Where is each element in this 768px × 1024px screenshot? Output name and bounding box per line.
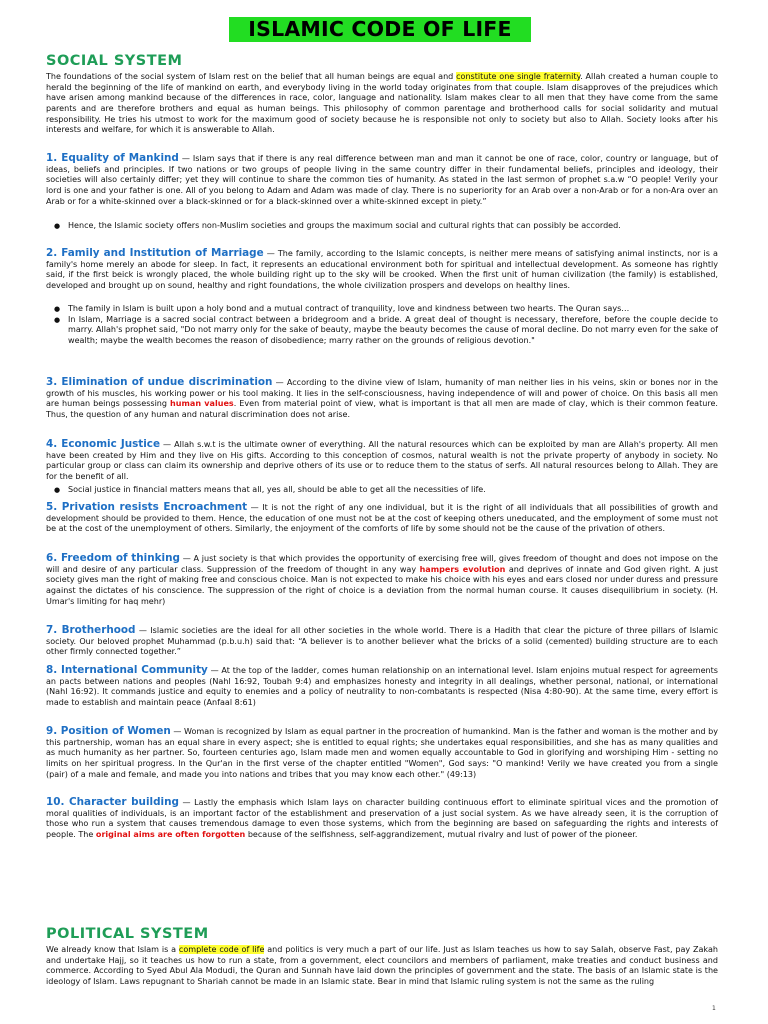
emphasis-text: human values <box>170 399 234 409</box>
item-title: 2. Family and Institution of Marriage <box>46 247 264 259</box>
item-freedom-of-thinking <box>46 553 718 607</box>
item-title: 1. Equality of Mankind <box>46 152 179 164</box>
item-text: — A just society is that which provides the opportunity of exercising free will, gives freedom of thought and does not impose on the will and desire of any particular class. Suppression of the freedom of thought in any way <box>46 554 719 574</box>
intro-text-a: The foundations of the social system of Islam rest on the belief that all human beings are equal and <box>46 72 457 81</box>
item-international-community <box>46 665 718 709</box>
intro-text-b: . Allah created a human couple to herald the beginning of the life of mankind on earth, and everybody living in the world today originates from that couple. Islam disapproves of the prejudices which have arisen among mankind because of the differences in race, color, language and nationality. Islam makes clear to all men that they have come from the same parents and are therefore brothers and equal as human beings. This philosophy of common parentage and brotherhood calls for social solidarity and mutual responsibility. He tries his utmost to work for the maximum good of society because he is responsible not only to society but also to Allah. Society looks after his interests and welfare, for which it is answerable to Allah. <box>46 72 718 135</box>
item-text: — It is not the right of any one individual, but it is the right of all individuals that all possibilities of growth and development should be provided to them. Hence, the education of one must not be at the cost of keeping others uneducated, and the employment of some must not be at the cost of the unemployment of others. Similarly, the enjoyment of the comforts of life by some should not be the cause of the privation of others. <box>46 503 718 534</box>
political-text-b: and politics is very much a part of our life. Just as Islam teaches us how to say Salah, observe Fast, pay Zakah and undertake Hajj, so it teaches us how to run a state, from a government, elect councilors and members of parliament, make treaties and conduct business and commerce. According to Syed Abul Ala Modudi, the Quran and Sunnah have laid down the principles of government and the state. The basis of an Islamic state is the ideology of Islam. Laws repugnant to Shariah cannot be made in an Islamic state. Bear in mind that Islamic ruling system is not the same as the ruling <box>46 945 718 986</box>
bullet-item: ● The family in Islam is built upon a holy bond and a mutual contract of tranquility, love and kindness between two hearts. The Quran says… <box>46 304 718 315</box>
item-title: 3. Elimination of undue discrimination <box>46 376 273 388</box>
item-elimination-discrimination <box>46 377 718 421</box>
bullet-item: ● In Islam, Marriage is a sacred social contract between a bridegroom and a bride. A great deal of thought is necessary, therefore, before the couple decide to marry. Allah's prophet said, "Do not marry only for the sake of beauty, maybe the beauty becomes the cause of moral decline. Do not marry even for the sake of wealth; maybe the wealth becomes the reason of disobedience; marry rather on the grounds of religious devotion." <box>46 315 718 347</box>
item-title: 7. Brotherhood <box>46 624 136 636</box>
item-text: . Even from material point of view, what is important is that all men are made of clay, which is their common feature. Thus, the question of any human and natural discrimination does not arise. <box>46 399 718 419</box>
social-intro-paragraph <box>46 72 718 136</box>
item-text: — According to the divine view of Islam, humanity of man neither lies in his veins, skin or bones nor in the growth of his muscles, his working power or his tool making. It lies in the self-consciousness, having independence of will and power of choice. On this basis all men are human beings possessing <box>46 378 718 409</box>
political-text-a: We already know that Islam is a <box>46 945 179 954</box>
bullet-item: ● Hence, the Islamic society offers non-Muslim societies and groups the maximum social and cultural rights that can possibly be accorded. <box>46 221 718 232</box>
item-text: because of the selfishness, self-aggrandizement, mutual rivalry and lust of power of the pioneer. <box>245 829 638 839</box>
political-paragraph <box>46 945 718 988</box>
item-text: — Islamic societies are the ideal for all other societies in the whole world. There is a Hadith that clear the picture of three pillars of Islamic society. Our beloved prophet Muhammad (p.b.u.h) said that: “A believer is to another believer what the bricks of a solid (cemented) building structure are to each other firmly connected together.” <box>46 626 718 657</box>
intro-highlight: constitute one single fraternity <box>456 72 581 81</box>
item-family-marriage <box>46 248 718 292</box>
emphasis-text: original aims are often forgotten <box>95 829 246 839</box>
item-equality-of-mankind <box>46 153 718 207</box>
item-title: 4. Economic Justice <box>46 438 161 450</box>
item-text: — Allah s.w.t is the ultimate owner of everything. All the natural resources which can be exploited by man are Allah's property. All men have been created by Him and they live on His gifts. According to this conception of cosmos, natural wealth is not the private property of anybody in society. No particular group or class can claim its ownership and deprive others of its use or to reduce them to the status of serfs. All natural resources belong to Allah. They are for the benefit of all. <box>46 440 719 481</box>
item-title: 10. Character building <box>46 796 179 808</box>
item-character-building <box>46 797 718 841</box>
item-text: — At the top of the ladder, comes human relationship on an international level. Islam enjoins mutual respect for agreements an pacts between nations and peoples (Nahl 16:92, Toubah 9:4) and emphasizes honesty and integrity in all dealings, whether personal, national, or international (Nahl 16:92). It commands justice and equity to enemies and a policy of neutrality to non-combatants is respected (Nisa 4:80-90). At the same time, every effort is made to establish and maintain peace (Anfaal 8:61) <box>46 666 718 707</box>
item-privation-encroachment <box>46 502 718 535</box>
item4-bullets <box>46 485 718 496</box>
item-economic-justice <box>46 439 718 483</box>
page-number: 1 <box>712 1005 716 1012</box>
item1-bullets <box>46 221 718 232</box>
item-text: — Woman is recognized by Islam as equal partner in the procreation of humankind. Man is the father and woman is the mother and by this partnership, woman has an equal share in every aspect; she is entitled to equal rights; she undertakes equal responsibilities, and she has as many qualities and as much humanity as her partner. So, fourteen centuries ago, Islam made men and women equally accountable to God in glorifying and worshiping Him - setting no limits on her spiritual progress. In the Qur'an in the first verse of the chapter entitled "Women", God says: "O mankind! Verily we have created you from a single (pair) of a male and female, and made you into nations and tribes that you may know each other." (49:13) <box>46 727 719 779</box>
political-highlight: complete code of life <box>178 945 265 954</box>
item-title: 9. Position of Women <box>46 725 171 737</box>
emphasis-text: hampers evolution <box>419 564 506 574</box>
item2-bullets <box>46 304 718 347</box>
item-title: 5. Privation resists Encroachment <box>46 501 248 513</box>
social-system-heading: SOCIAL SYSTEM <box>46 53 183 69</box>
document-title: ISLAMIC CODE OF LIFE <box>229 17 531 42</box>
item-text: — The family, according to the Islamic concepts, is neither mere means of satisfying animal instincts, nor is a family's home merely an abode for sleep. In fact, it represents an educational environment both for spiritual and intellectual development. As someone has rightly said, if the first beick is wrongly placed, the whole building right up to the sky will be crooked. When the first unit of human civilization (the family) is established, developed and brought up on sound, healthy and right foundations, the whole civilization prospers and develops on healthy lines. <box>46 249 718 290</box>
political-system-heading: POLITICAL SYSTEM <box>46 926 209 942</box>
bullet-item: ● Social justice in financial matters means that all, yes all, should be able to get all the necessities of life. <box>46 485 718 496</box>
item-text: — Lastly the emphasis which Islam lays on character building continuous effort to eliminate spiritual vices and the promotion of moral qualities of individuals, is an important factor of the establishment and preservation of a just social system. As we have already seen, it is the corruption of those who run a system that causes tremendous damage to even those systems, which from the beginning are based on safeguarding the rights and interests of people. The <box>46 798 718 839</box>
item-brotherhood <box>46 625 718 658</box>
item-text: and deprives of innate and God given right. A just society gives man the right of making free and conscious choice. Man is not expected to make his choice with his eyes and ears closed nor under duress and pressure against the dictates of his conscience. The suppression of the right of choice is a deviation from the normal human course. It causes disequilibrium in society. (H. Umar's limiting for haq mehr) <box>46 564 719 606</box>
item-title: 6. Freedom of thinking <box>46 552 180 564</box>
item-text: — Islam says that if there is any real difference between man and man it cannot be one of race, color, country or language, but of ideas, beliefs and principles. If two nations or two groups of people living in the same country differ in their fundamental beliefs, principles and ideology, their societies will also certainly differ; yet they will continue to share the common ties of humanity. As stated in the last sermon of prophet s.a.w “O people! Verily your lord is one and your father is one. All of you belong to Adam and Adam was made of clay. There is no superiority for an Arab over a non-Arab or for a non-Ara over an Arab or for a white-skinned over a black-skinned or for a black-skinned over a white-skinned except in piety.” <box>46 154 718 206</box>
item-position-of-women <box>46 726 718 780</box>
item-title: 8. International Community <box>46 664 208 676</box>
